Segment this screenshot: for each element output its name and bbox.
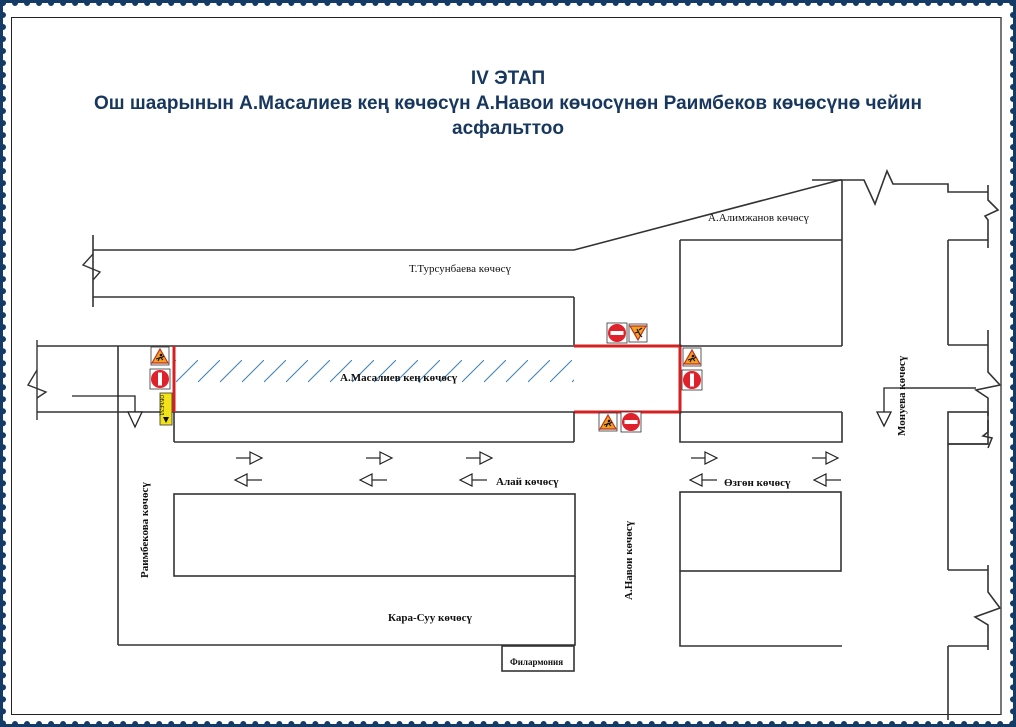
no-entry-sign-icon	[621, 412, 641, 432]
stage-title: IV ЭТАП	[470, 68, 546, 89]
street-label-masaliev: А.Масалиев кең көчөсү	[340, 372, 458, 384]
arrow-east	[691, 452, 717, 464]
road-works-sign-icon	[683, 348, 701, 366]
landmark-label-filarmonia: Филармония	[510, 657, 564, 667]
project-title-line2: асфальттоо	[452, 118, 564, 139]
no-entry-sign-icon	[682, 370, 702, 390]
arrow-west	[814, 474, 841, 486]
no-entry-sign-icon	[607, 323, 627, 343]
detour-sign-icon	[158, 393, 172, 425]
street-label-monueva: Монуева көчөсү	[896, 355, 908, 436]
arrow-west	[360, 474, 387, 486]
road-works-sign-icon	[599, 413, 617, 431]
arrow-west	[235, 474, 262, 486]
arrow-east	[366, 452, 392, 464]
street-label-navoi: А.Навои көчөсү	[623, 520, 635, 600]
arrow-west	[690, 474, 717, 486]
arrow-east	[812, 452, 838, 464]
street-label-alimzhanov: А.Алимжанов көчөсү	[708, 212, 810, 224]
arrow-west	[460, 474, 487, 486]
street-label-ozgon: Өзгөн көчөсү	[724, 477, 791, 489]
road-works-sign-icon	[629, 324, 647, 342]
project-title-line1: Ош шаарынын А.Масалиев кең көчөсүн А.Навои көчосүнөн Раимбеков көчөсүнө чейин	[94, 93, 922, 114]
arrow-east	[466, 452, 492, 464]
street-label-kara-suu: Кара-Суу көчөсү	[388, 612, 472, 624]
street-label-raimbekova: Раимбекова көчөсү	[139, 482, 151, 578]
street-label-alai: Алай көчөсү	[496, 476, 559, 488]
arrow-east	[236, 452, 262, 464]
road-works-sign-icon	[151, 347, 169, 365]
street-label-tursunbaeva: Т.Турсунбаева көчөсү	[409, 263, 511, 275]
svg-text:ОБЪЕЗД: ОБЪЕЗД	[158, 394, 164, 416]
no-entry-sign-icon	[150, 369, 170, 389]
